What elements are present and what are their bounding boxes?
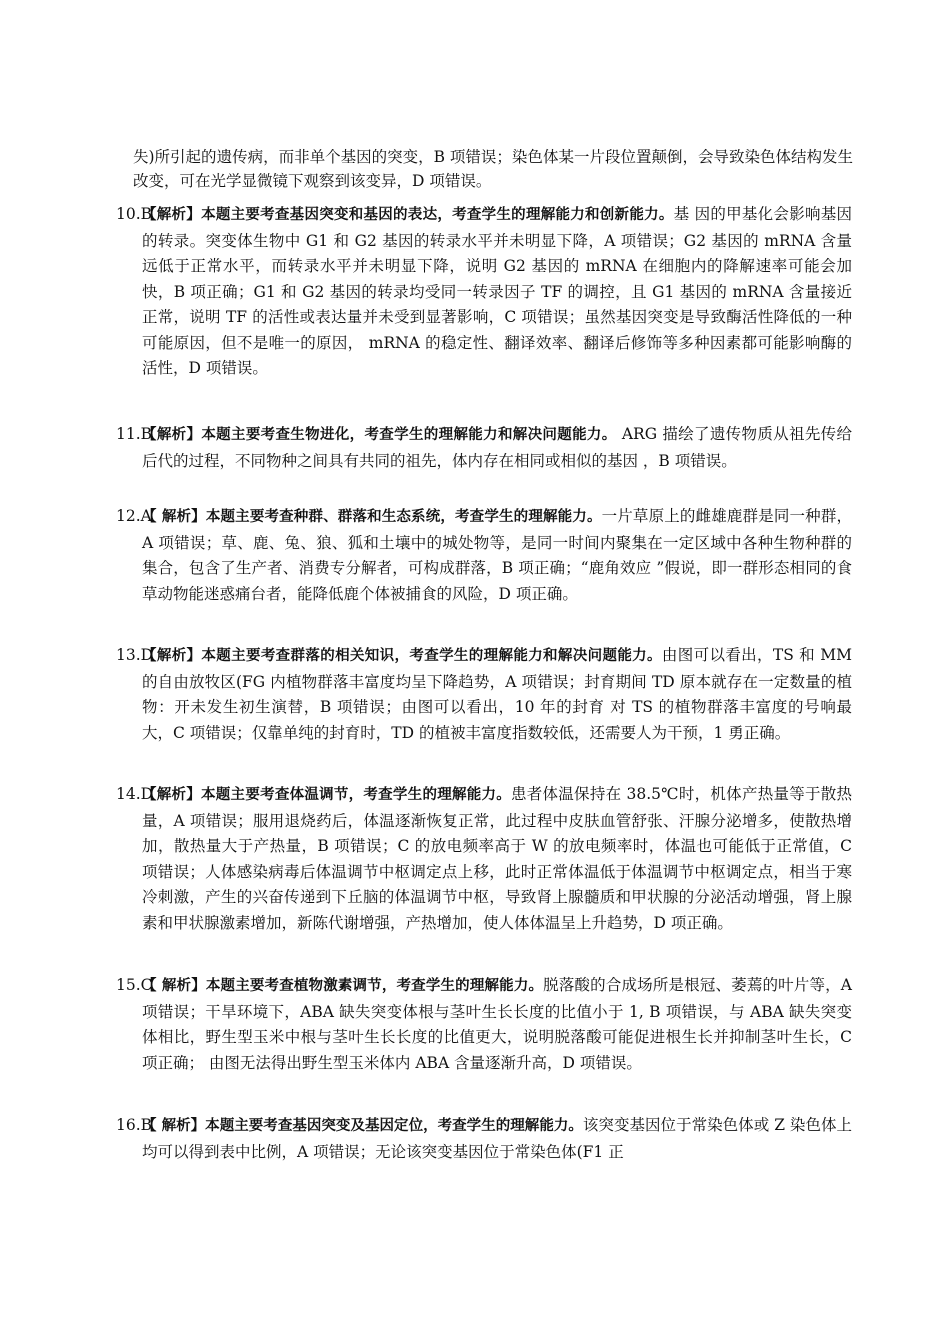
item-number: 13.D	[116, 646, 154, 664]
item-label: 【 解析】本题主要考查植物激素调节，考查学生的理解能力。	[142, 978, 544, 994]
answer-item-12	[116, 504, 852, 607]
item-number: 14.D	[116, 785, 154, 803]
answer-item-15	[116, 973, 852, 1076]
item-text: ARG 描绘了遗传物质从祖先传给后代的过程，不同物种之间具有共同的祖先，体内存在相同或相似的基因 ，B 项错误。	[142, 425, 852, 470]
item-text: 脱落酸的合成场所是根冠、萎蔫的叶片等，A 项错误；干旱环境下，ABA 缺失突变体根与茎叶生长长度的比值小于 1, B 项错误，与 ABA 缺失突变体相比，野生型玉米中根与茎叶生长长度的比值更大，说明脱落酸可能促进根生长并抑制茎叶生长，C 项正确； 由图无法得出野生型玉米体内 ABA 含量逐渐升高，D 项错误。	[142, 976, 853, 1072]
item-number: 16.B	[116, 1116, 153, 1134]
answer-item-16	[116, 1113, 852, 1165]
item-text: 一片草原上的雌雄鹿群是同一种群，A 项错误；草、鹿、兔、狼、狐和土壤中的城处物等，是同一时间内聚集在一定区域中各种生物种群的集合，包含了生产者、消费专分解者，可构成群落，B 项正确；“鹿角效应 ”假说，即一群形态相同的食草动物能迷惑痛台者，能降低鹿个体被捕食的风险，D 项正确。	[142, 507, 852, 603]
answer-item-10	[116, 202, 852, 382]
answer-item-14	[116, 782, 852, 936]
item-number: 12.A	[116, 507, 152, 525]
item-number: 11.B	[116, 425, 153, 443]
item-label: 【解析】本题主要考查基因突变和基因的表达，考查学生的理解能力和创新能力。	[142, 207, 674, 223]
answer-item-13	[116, 643, 852, 746]
answer-item-11	[116, 422, 852, 474]
item-label: 【解析】本题主要考查生物进化，考查学生的理解能力和解决问题能力。	[142, 427, 617, 443]
item-label: 【 解析】本题主要考查基因突变及基因定位，考查学生的理解能力。	[142, 1118, 583, 1134]
continuation-paragraph: 失)所引起的遗传病，而非单个基因的突变，B 项错误；染色体某一片段位置颠倒，会导致染色体结构发生改变，可在光学显微镜下观察到该变异，D 项错误。	[133, 148, 853, 190]
item-label: 【解析】本题主要考查群落的相关知识，考查学生的理解能力和解决问题能力。	[142, 648, 662, 664]
item-text: 基 因的甲基化会影响基因的转录。突变体生物中 G1 和 G2 基因的转录水平并未明显下降，A 项错误；G2 基因的 mRNA 含量远低于正常水平，而转录水平并未明显下降，说明 G2 基因的 mRNA 在细胞内的降解速率可能会加快，B 项正确；G1 和 G2 基因的转录均受同一转录因子 TF 的调控，且 G1 基因的 mRNA 含量接近正常，说明 TF 的活性或表达量并未受到显著影响，C 项错误；虽然基因突变是导致酶活性降低的一种可能原因，但不是唯一的原因， mRNA 的稳定性、翻译效率、翻译后修饰等多种因素都可能影响酶的活性，D 项错误。	[142, 205, 852, 377]
item-text: 该突变基因位于常染色体或 Z 染色体上均可以得到表中比例，A 项错误；无论该突变基因位于常染色体(F1 正	[142, 1116, 853, 1161]
item-number: 15.C	[116, 976, 153, 994]
item-label: 【解析】本题主要考查体温调节，考查学生的理解能力。	[142, 787, 512, 803]
item-number: 10.B	[116, 205, 153, 223]
item-text: 由图可以看出，TS 和 MM 的自由放牧区(FG 内植物群落丰富度均呈下降趋势，A 项错误；封育期间 TD 原本就存在一定数量的植物：开未发生初生演替，B 项错误；由图可以看出，10 年的封育 对 TS 的植物群落丰富度的号响最大，C 项错误；仅靠单纯的封育时，TD 的植被丰富度指数较低，还需要人为干预，1 勇正确。	[142, 646, 853, 742]
item-text: 患者体温保持在 38.5℃时，机体产热量等于散热量，A 项错误；服用退烧药后，体温逐渐恢复正常，此过程中皮肤血管舒张、汗腺分泌增多，使散热增加，散热量大于产热量，B 项错误；C 的放电频率高于 W 的放电频率时，体温也可能低于正常值，C 项错误；人体感染病毒后体温调节中枢调定点上移，此时正常体温低于体温调节中枢调定点，相当于寒冷刺激，产生的兴奋传递到下丘脑的体温调节中枢，导致肾上腺髓质和甲状腺的分泌活动增强，肾上腺素和甲状腺激素增加，新陈代谢增强，产热增加，使人体体温呈上升趋势，D 项正确。	[142, 785, 853, 932]
item-label: 【 解析】本题主要考查种群、群落和生态系统，考查学生的理解能力。	[142, 509, 602, 525]
